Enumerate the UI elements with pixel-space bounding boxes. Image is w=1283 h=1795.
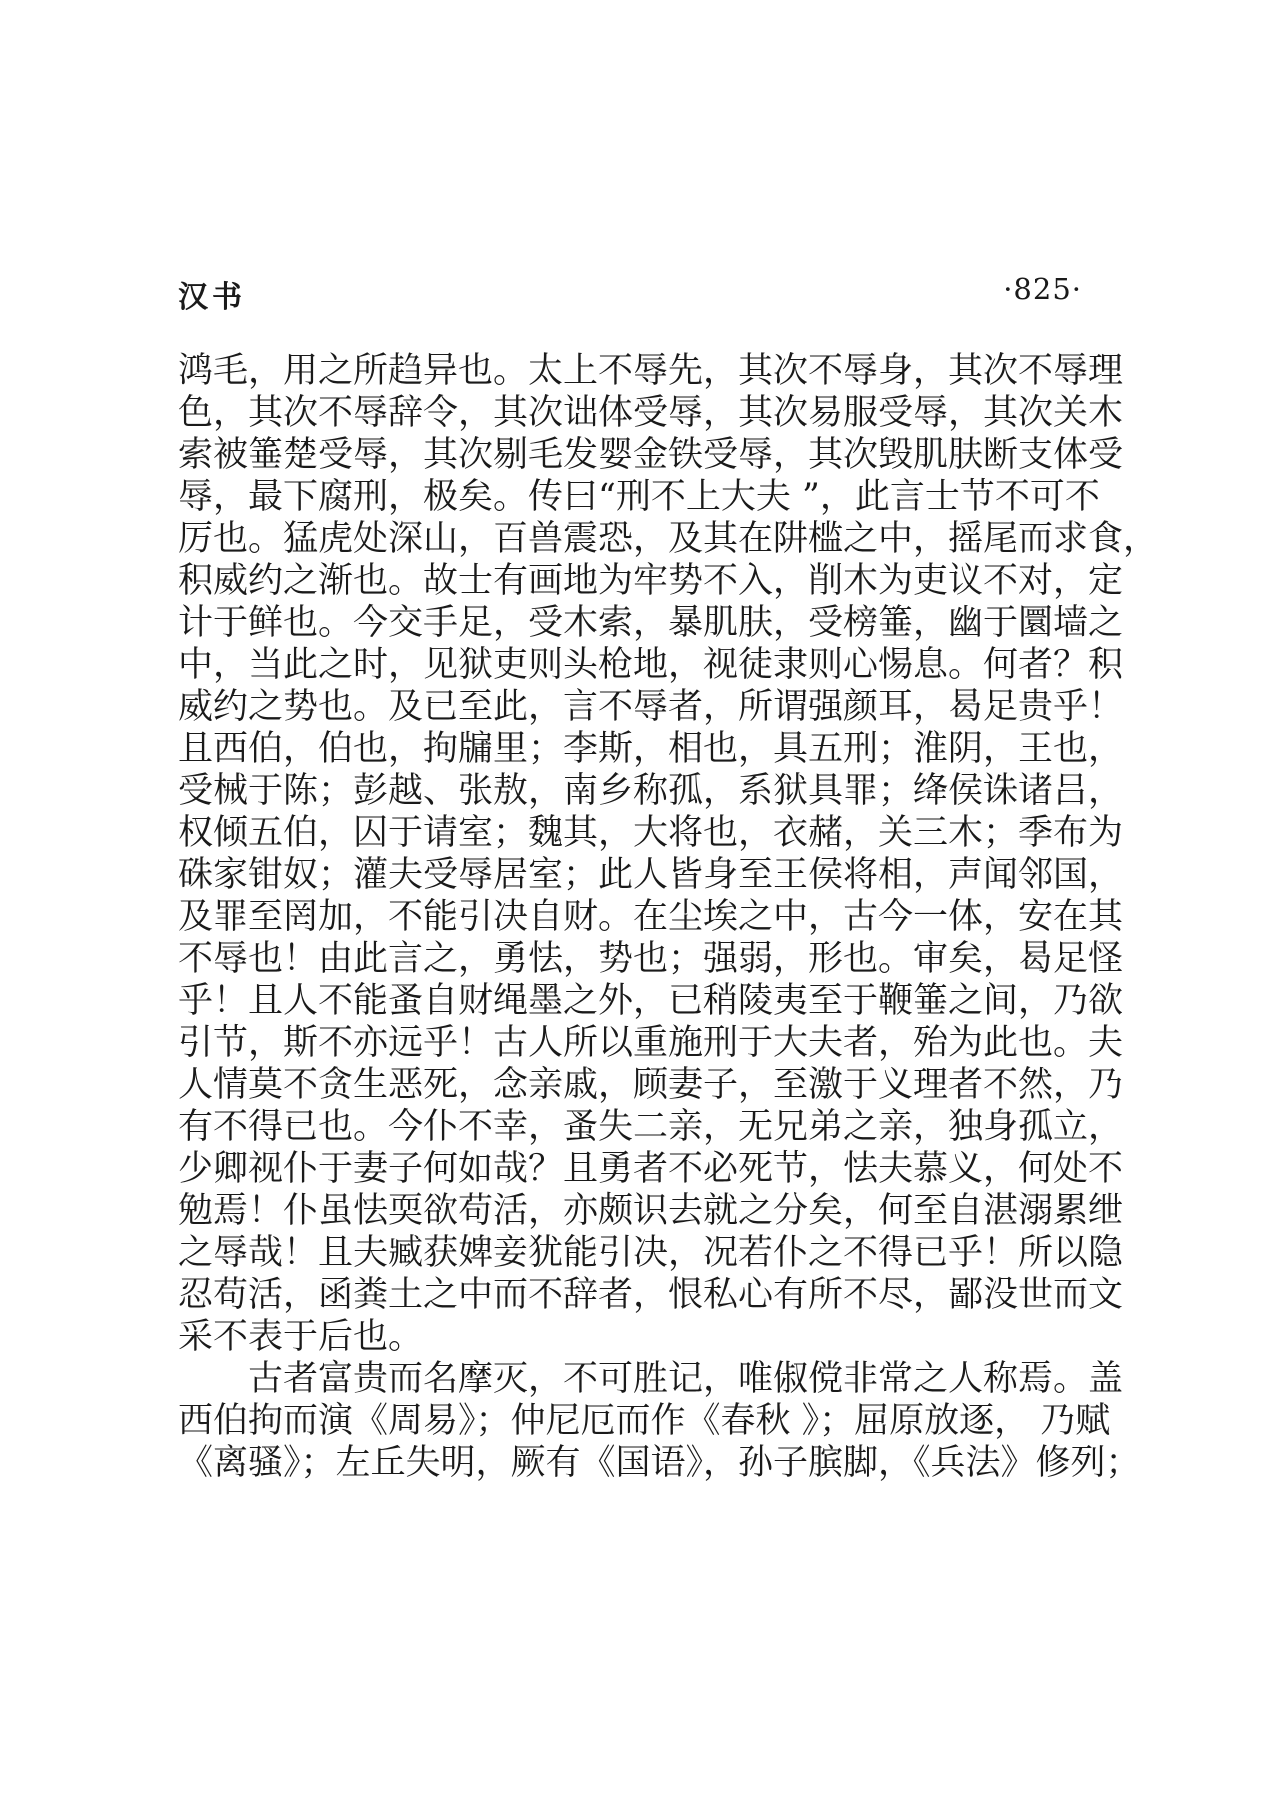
text-line: 计于鲜也。今交手足，受木索，暴肌肤，受榜箠，幽于圜墙之 [178, 603, 1124, 643]
text-line: 中，当此之时，见狱吏则头枪地，视徒隶则心惕息。何者？积 [178, 645, 1124, 685]
text-line: 人情莫不贪生恶死，念亲戚，顾妻子，至激于义理者不然，乃 [178, 1065, 1124, 1105]
page-header [178, 272, 1082, 315]
text-line: 色，其次不辱辞令，其次诎体受辱，其次易服受辱，其次关木 [178, 393, 1124, 433]
text-line: 采不表于后也。 [178, 1317, 424, 1357]
text-line: 勉焉！仆虽怯耎欲苟活，亦颇识去就之分矣，何至自湛溺累绁 [178, 1191, 1124, 1231]
text-line: 引节，斯不亦远乎！古人所以重施刑于大夫者，殆为此也。夫 [178, 1023, 1124, 1063]
text-line: 威约之势也。及已至此，言不辱者，所谓强颜耳，曷足贵乎！ [178, 687, 1124, 727]
book-title: 汉书 [178, 280, 246, 315]
text-line: 西伯拘而演《周易》；仲尼厄而作《春秋 》；屈原放逐， 乃赋 [178, 1401, 1111, 1441]
text-line: 索被箠楚受辱，其次剔毛发婴金铁受辱，其次毁肌肤断支体受 [178, 435, 1124, 475]
text-line: 硃家钳奴；灌夫受辱居室；此人皆身至王侯将相，声闻邻国， [178, 855, 1124, 895]
text-line: 权倾五伯，囚于请室；魏其，大将也，衣赭，关三木；季布为 [178, 813, 1124, 853]
text-line: 有不得已也。今仆不幸，蚤失二亲，无兄弟之亲，独身孤立， [178, 1107, 1124, 1147]
text-line: 辱，最下腐刑，极矣。传曰“刑不上大夫 ”，此言士节不可不 [178, 477, 1100, 517]
body-text [178, 350, 1159, 1484]
text-line: 少卿视仆于妻子何如哉？且勇者不必死节，怯夫慕义，何处不 [178, 1149, 1124, 1189]
text-line: 忍苟活，函粪土之中而不辞者，恨私心有所不尽，鄙没世而文 [178, 1275, 1124, 1315]
text-line: 受械于陈；彭越、张敖，南乡称孤，系狱具罪；绛侯诛诸吕， [178, 771, 1124, 811]
text-line: 古者富贵而名摩灭，不可胜记，唯俶傥非常之人称焉。盖 [178, 1359, 1124, 1399]
text-line: 《离骚》；左丘失明，厥有《国语》，孙子膑脚，《兵法》修列； [178, 1443, 1141, 1483]
text-line: 不辱也！由此言之，勇怯，势也；强弱，形也。审矣，曷足怪 [178, 939, 1124, 979]
text-line: 乎！且人不能蚤自财绳墨之外，已稍陵夷至于鞭箠之间，乃欲 [178, 981, 1124, 1021]
text-line: 积威约之渐也。故士有画地为牢势不入，削木为吏议不对，定 [178, 561, 1124, 601]
text-line: 且西伯，伯也，拘牖里；李斯，相也，具五刑；淮阴，王也， [178, 729, 1124, 769]
page-number: ·825· [1003, 272, 1082, 306]
text-line: 厉也。猛虎处深山，百兽震恐，及其在阱槛之中，摇尾而求食， [178, 519, 1159, 559]
text-line: 及罪至罔加，不能引决自财。在尘埃之中，古今一体，安在其 [178, 897, 1124, 937]
text-line: 之辱哉！且夫臧获婢妾犹能引决，况若仆之不得已乎！所以隐 [178, 1233, 1124, 1273]
text-line: 鸿毛，用之所趋异也。太上不辱先，其次不辱身，其次不辱理 [178, 351, 1124, 391]
